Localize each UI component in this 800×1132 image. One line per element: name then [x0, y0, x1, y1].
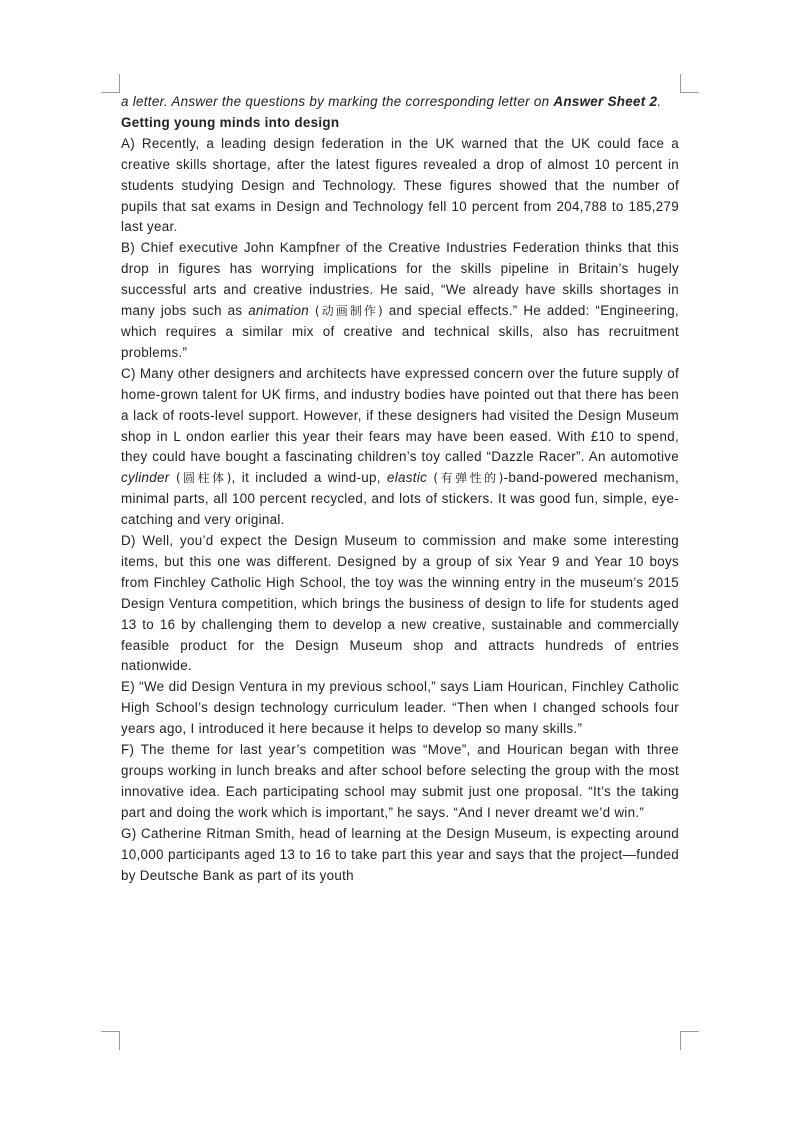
- crop-mark-top-right: [680, 74, 699, 93]
- paragraph-a: A) Recently, a leading design federation in the UK warned that the UK could face a creative skills shortage, after the latest figures revealed a drop of almost 10 percent in students studying Design and Technology. These figures showed that the number of pupils that sat exams in Design and Technology fell 10 percent from 204,788 to 185,279 last year.: [121, 135, 679, 235]
- paragraph-b-part1: B) Chief executive John Kampfner of the Creative Industries Federation thinks that this drop in figures has worrying implications for the skills pipeline in Britain’s hugely successful arts and creative industries. He said, “We already have skills shortages in many jobs such as: [121, 240, 679, 319]
- term-cylinder: cylinder: [121, 470, 170, 486]
- paragraph-g: G) Catherine Ritman Smith, head of learning at the Design Museum, is expecting around 10,000 participants aged 13 to 16 to take part this year and says that the project—funded by Deutsche Bank as part of its youth: [121, 825, 679, 883]
- term-elastic: elastic: [387, 470, 428, 486]
- crop-mark-bottom-left: [101, 1031, 120, 1050]
- gloss-cylinder: (圆柱体): [169, 471, 232, 486]
- paragraph-c-part3: -band-powered mechanism, minimal parts, all 100 percent recycled, and lots of stickers. It was good fun, simple, eye-catching and very original.: [121, 470, 679, 528]
- gloss-animation: (动画制作): [308, 304, 383, 319]
- answer-sheet-label: Answer Sheet 2: [553, 94, 658, 109]
- paragraph-b-part2: and special effects.” He added: “Engineering, which requires a similar mix of creative and technical skills, also has recruitment problems.”: [121, 303, 679, 360]
- passage-title: Getting young minds into design: [121, 114, 340, 130]
- instructions-end: .: [657, 94, 662, 109]
- crop-mark-top-left: [101, 74, 120, 93]
- paragraph-c-part2: , it included a wind-up,: [231, 470, 388, 486]
- term-animation: animation: [248, 303, 309, 319]
- paragraph-d: D) Well, you’d expect the Design Museum to commission and make some interesting items, but this one was different. Designed by a group of six Year 9 and Year 10 boys from Finchley Catholic High School, the toy was the winning entry in the museum’s 2015 Design Ventura competition, which brings the business of design to life for students aged 13 to 16 by challenging them to develop a new creative, sustainable and commercially feasible product for the Design Museum shop and attracts hundreds of entries nationwide.: [121, 533, 679, 674]
- paragraph-f: F) The theme for last year’s competition was “Move”, and Hourican began with three groups working in lunch breaks and after school before selecting the group with the most innovative idea. Each participating school may submit just one proposal. “It’s the taking part and doing the work which is important,” he says. “And I never dreamt we’d win.”: [121, 742, 679, 820]
- instructions-text: a letter. Answer the questions by marking the corresponding letter on: [121, 94, 554, 109]
- paragraph-b: [121, 238, 679, 363]
- paragraph-c: [121, 364, 679, 531]
- paragraph-e: E) “We did Design Ventura in my previous school,” says Liam Hourican, Finchley Catholic High School’s design technology curriculum leader. “Then when I changed schools four years ago, I introduced it here because it helps to develop so many skills.”: [121, 679, 679, 737]
- gloss-elastic: (有弹性的): [427, 471, 504, 486]
- instructions: [121, 92, 679, 113]
- paragraph-c-part1: C) Many other designers and architects have expressed concern over the future supply of home-grown talent for UK firms, and industry bodies have pointed out that there has been a lack of roots-level support. However, if these designers had visited the Design Museum shop in L ondon earlier this year their fears may have been eased. With £10 to spend, they could have bought a fascinating children’s toy called “Dazzle Racer”. An automotive: [121, 365, 679, 465]
- crop-mark-bottom-right: [680, 1031, 699, 1050]
- document-body: [121, 92, 679, 886]
